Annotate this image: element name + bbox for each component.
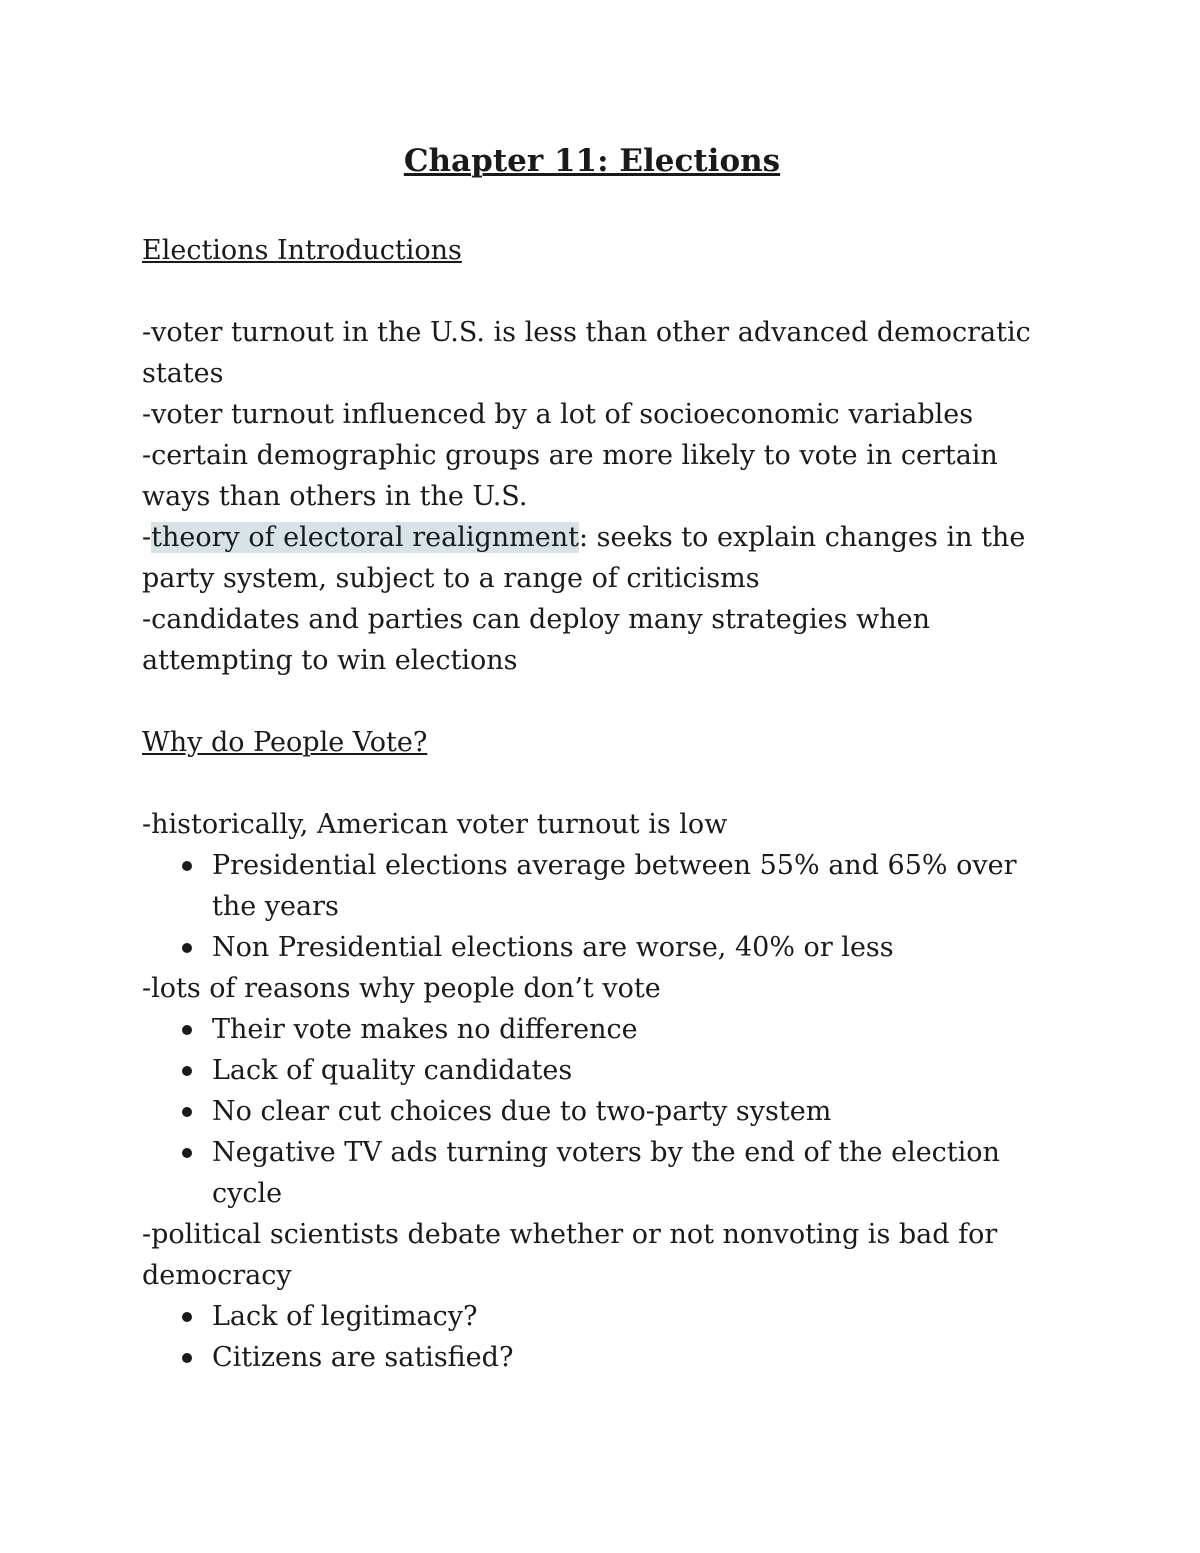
page-title: Chapter 11: Elections (403, 143, 781, 179)
list-item: Presidential elections average between 55% and 65% over the years (142, 845, 1042, 927)
list-item: Non Presidential elections are worse, 40% or less (142, 927, 1042, 968)
paragraph-voter-turnout: -voter turnout in the U.S. is less than other advanced democratic states (142, 317, 1031, 389)
bullet-list-debate (142, 1296, 1042, 1378)
paragraph-realignment (142, 517, 1042, 599)
paragraph-demographic: -certain demographic groups are more likely to vote in certain ways than others in the U.S. (142, 440, 998, 512)
section-heading-why-vote: Why do People Vote? (142, 727, 428, 758)
list-item: No clear cut choices due to two-party system (142, 1091, 1042, 1132)
paragraph-reasons: -lots of reasons why people don’t vote (142, 973, 661, 1004)
paragraph-nonvoting-debate: -political scientists debate whether or not nonvoting is bad for democracy (142, 1219, 998, 1291)
paragraph-turnout-low: -historically, American voter turnout is low (142, 809, 728, 840)
section-introductions (142, 230, 1042, 681)
highlighted-term: theory of electoral realignment (151, 522, 579, 553)
list-item: Citizens are satisfied? (142, 1337, 1042, 1378)
section-heading-introductions: Elections Introductions (142, 235, 462, 266)
list-item: Negative TV ads turning voters by the end of the election cycle (142, 1132, 1042, 1214)
document-page (142, 138, 1042, 1419)
paragraph-socioeconomic: -voter turnout influenced by a lot of socioeconomic variables (142, 399, 974, 430)
paragraph-strategies: -candidates and parties can deploy many strategies when attempting to win elections (142, 604, 930, 676)
bullet-list-reasons (142, 1009, 1042, 1214)
list-item: Lack of legitimacy? (142, 1296, 1042, 1337)
bullet-list-turnout (142, 845, 1042, 968)
realignment-rest: : seeks to explain changes in the party system, subject to a range of criticisms (142, 522, 1026, 594)
list-item: Lack of quality candidates (142, 1050, 1042, 1091)
realignment-dash: - (142, 522, 152, 553)
list-item: Their vote makes no difference (142, 1009, 1042, 1050)
section-why-vote (142, 722, 1042, 1378)
